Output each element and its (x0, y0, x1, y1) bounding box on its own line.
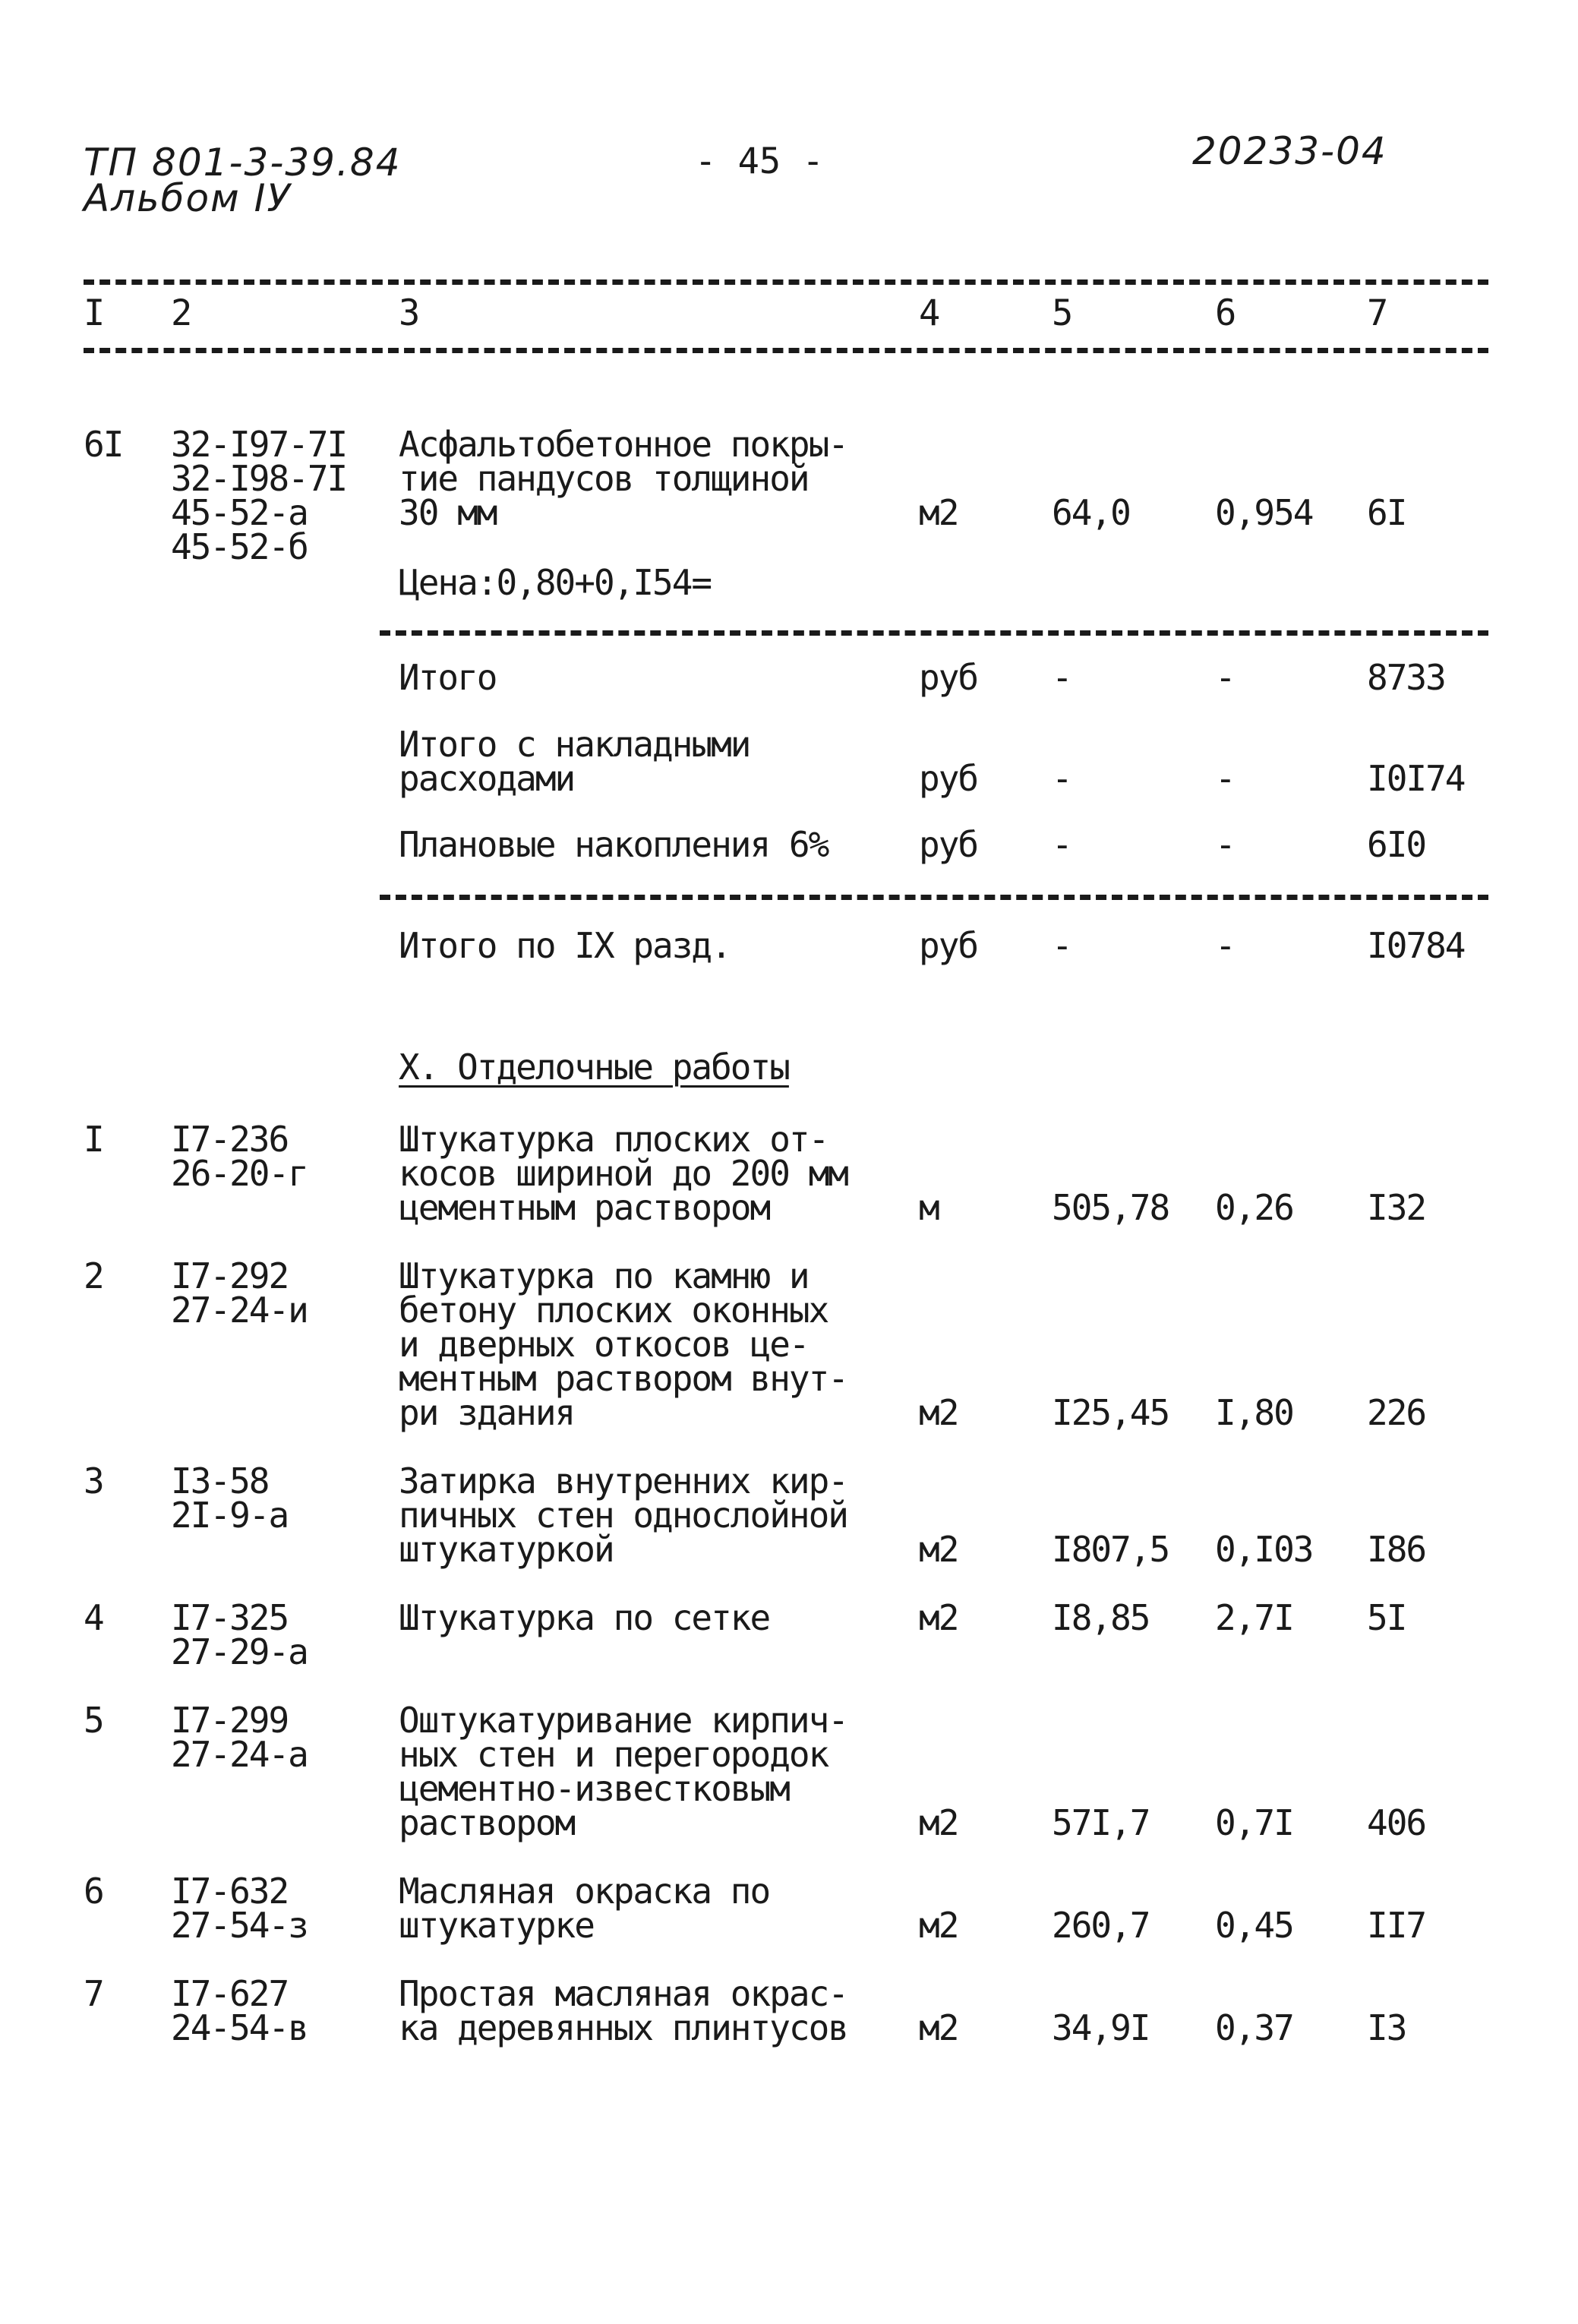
row-number: 2 (84, 1255, 103, 1296)
total-col5: - (1052, 758, 1071, 799)
row-codes: I7-632 27-54-з (171, 1871, 308, 1946)
row-description: Затирка внутренних кир- пичных стен однослойной штукатуркой (399, 1460, 847, 1570)
row-total: 6I (1367, 492, 1406, 533)
total-amount: 8733 (1367, 657, 1445, 698)
subtotal-rule (380, 630, 1488, 636)
row-codes: I7-292 27-24-и (171, 1255, 308, 1331)
page-number: - 45 - (695, 141, 824, 182)
row-unit-price: 0,954 (1215, 492, 1313, 533)
row-codes: I7-299 27-24-а (171, 1700, 308, 1775)
row-description: Штукатурка по сетке (399, 1597, 770, 1638)
row-unit-price: 0,I03 (1215, 1529, 1313, 1570)
column-header-2: 2 (171, 292, 193, 334)
column-header-6: 6 (1215, 292, 1237, 334)
total-label: Итого (399, 657, 497, 698)
row-number: 4 (84, 1597, 103, 1638)
total-label: Плановые накопления 6% (399, 824, 828, 865)
row-total: I86 (1367, 1529, 1426, 1570)
total-label: Итого с накладными расходами (399, 724, 750, 799)
column-header-3: 3 (399, 292, 421, 334)
row-total: 406 (1367, 1802, 1426, 1843)
row-total: I3 (1367, 2007, 1406, 2048)
column-header-1: I (84, 292, 106, 334)
row-quantity: 34,9I (1052, 2007, 1150, 2048)
row-description: Оштукатуривание кирпич- ных стен и перегородок цементно-известковым раствором (399, 1700, 847, 1843)
total-amount: I0I74 (1367, 758, 1465, 799)
row-quantity: 64,0 (1052, 492, 1130, 533)
column-header-7: 7 (1367, 292, 1389, 334)
row-unit-price: I,80 (1215, 1392, 1293, 1433)
row-description: Штукатурка по камню и бетону плоских оконных и дверных откосов це- ментным раствором внут- ри здания (399, 1255, 847, 1433)
row-unit-price: 2,7I (1215, 1597, 1293, 1638)
row-number: 3 (84, 1460, 103, 1501)
total-amount: I0784 (1367, 925, 1465, 966)
section-total-rule (380, 895, 1488, 900)
row-unit: м (919, 1187, 939, 1228)
total-col6: - (1215, 925, 1235, 966)
row-number: 7 (84, 1973, 103, 2014)
column-header-5: 5 (1052, 292, 1074, 334)
row-quantity: I807,5 (1052, 1529, 1169, 1570)
total-unit: руб (919, 657, 978, 698)
row-codes: I7-627 24-54-в (171, 1973, 308, 2048)
row-codes: 32-I97-7I 32-I98-7I 45-52-а 45-52-б (171, 424, 347, 567)
row-number: 5 (84, 1700, 103, 1741)
row-description: Асфальтобетонное покры- тие пандусов толщиной 30 мм (399, 424, 847, 533)
row-total: 5I (1367, 1597, 1406, 1638)
total-col6: - (1215, 758, 1235, 799)
row-number: I (84, 1119, 103, 1160)
row-number: 6I (84, 424, 123, 465)
total-unit: руб (919, 925, 978, 966)
archive-number: 20233-04 (1192, 129, 1387, 173)
row-unit: м2 (919, 1392, 958, 1433)
row-quantity: 57I,7 (1052, 1802, 1150, 1843)
price-note: Цена:0,80+0,I54= (399, 562, 712, 603)
row-codes: I3-58 2I-9-а (171, 1460, 289, 1536)
section-title: X. Отделочные работы (399, 1047, 789, 1088)
header-top-rule (84, 279, 1488, 285)
total-label: Итого по IX разд. (399, 925, 731, 966)
row-unit: м2 (919, 1529, 958, 1570)
row-quantity: I8,85 (1052, 1597, 1150, 1638)
row-unit-price: 0,37 (1215, 2007, 1293, 2048)
total-col6: - (1215, 657, 1235, 698)
row-unit: м2 (919, 492, 958, 533)
row-codes: I7-236 26-20-г (171, 1119, 308, 1194)
row-quantity: 505,78 (1052, 1187, 1169, 1228)
header-bottom-rule (84, 348, 1488, 353)
row-description: Штукатурка плоских от- косов шириной до 200 мм цементным раствором (399, 1119, 847, 1228)
total-col5: - (1052, 925, 1071, 966)
row-quantity: 260,7 (1052, 1905, 1150, 1946)
row-unit-price: 0,45 (1215, 1905, 1293, 1946)
row-unit-price: 0,26 (1215, 1187, 1293, 1228)
total-unit: руб (919, 824, 978, 865)
total-unit: руб (919, 758, 978, 799)
row-description: Масляная окраска по штукатурке (399, 1871, 770, 1946)
row-number: 6 (84, 1871, 103, 1912)
row-quantity: I25,45 (1052, 1392, 1169, 1433)
row-total: II7 (1367, 1905, 1426, 1946)
total-col5: - (1052, 657, 1071, 698)
row-total: 226 (1367, 1392, 1426, 1433)
document-code: ТП 801-3-39.84 (84, 141, 402, 185)
column-header-4: 4 (919, 292, 941, 334)
album-label: Альбом IУ (84, 176, 292, 220)
row-unit: м2 (919, 1597, 958, 1638)
total-col5: - (1052, 824, 1071, 865)
total-col6: - (1215, 824, 1235, 865)
row-description: Простая масляная окрас- ка деревянных плинтусов (399, 1973, 847, 2048)
row-unit: м2 (919, 1802, 958, 1843)
row-unit: м2 (919, 2007, 958, 2048)
row-codes: I7-325 27-29-а (171, 1597, 308, 1672)
row-unit: м2 (919, 1905, 958, 1946)
row-total: I32 (1367, 1187, 1426, 1228)
row-unit-price: 0,7I (1215, 1802, 1293, 1843)
total-amount: 6I0 (1367, 824, 1426, 865)
